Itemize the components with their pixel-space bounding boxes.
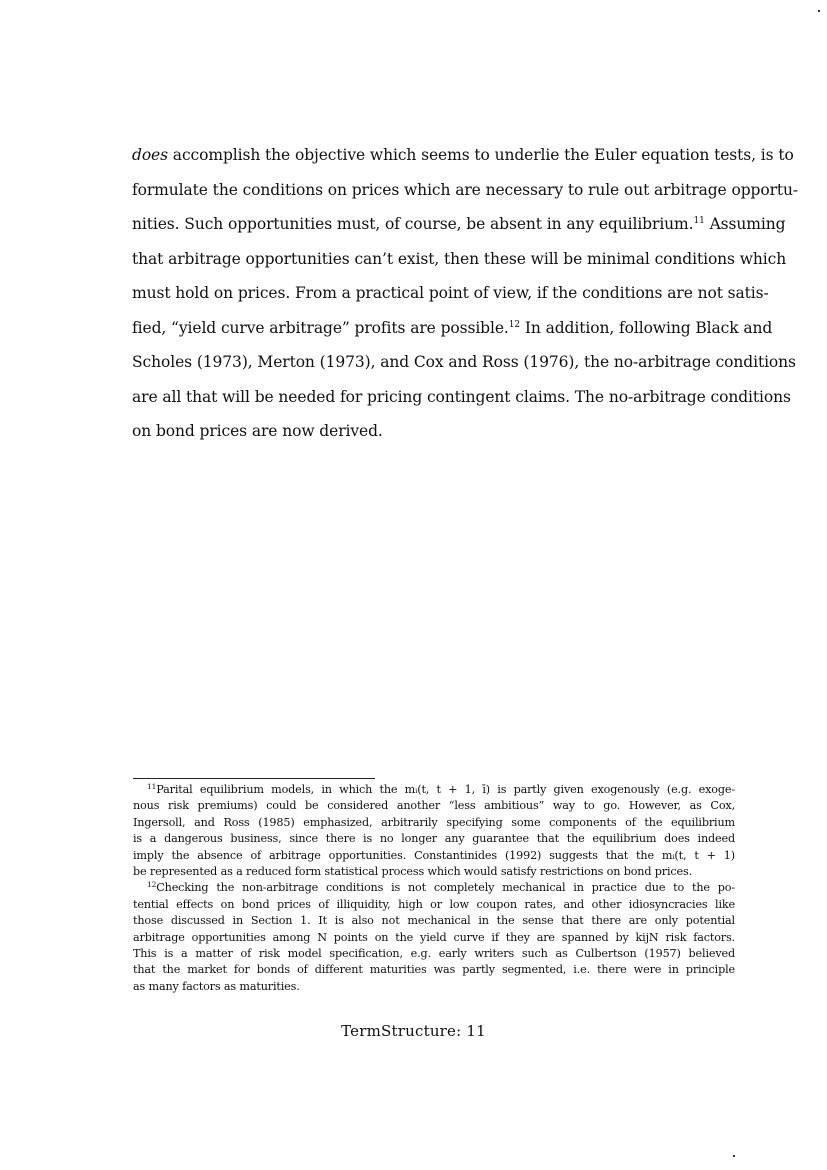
footnote-line: as many factors as maturities. <box>133 979 300 993</box>
body-line-text: nities. Such opportunities must, of course, be absent in any equilibrium. <box>132 215 694 233</box>
scan-speck <box>733 1155 735 1157</box>
footnote-line: those discussed in Section 1. It is also not mechanical in the sense that there are only potential <box>133 914 735 928</box>
body-line-text: In addition, following Black and <box>520 318 773 337</box>
footnote-line-text: Parital equilibrium models, in which the mᵢ(t, t + 1, ī) is partly given exogenously (e.g. exoge- <box>156 783 735 796</box>
body-line <box>132 178 799 213</box>
footnote-divider <box>133 778 375 779</box>
body-line-text: Scholes (1973), Merton (1973), and Cox and Ross (1976), the no-arbitrage conditions <box>132 353 796 371</box>
body-line-text: are all that will be needed for pricing contingent claims. The no-arbitrage conditions <box>132 387 791 406</box>
footnote-line: nous risk premiums) could be considered another “less ambitious” way to go. However, as Cox, <box>133 799 735 813</box>
body-line-text: fied, “yield curve arbitrage” profits are possible. <box>132 318 509 337</box>
body-line <box>132 247 787 282</box>
body-line <box>132 281 769 316</box>
body-line-text: must hold on prices. From a practical point of view, if the conditions are not satis- <box>132 284 769 302</box>
footnote-line: This is a matter of risk model specification, e.g. early writers such as Culbertson (1957) believed <box>133 946 735 960</box>
footnote-line: that the market for bonds of different maturities was partly segmented, i.e. there were in principle <box>133 963 735 977</box>
body-line-text: that arbitrage opportunities can’t exist, then these will be minimal conditions which <box>132 249 787 268</box>
body-line <box>132 385 791 420</box>
footnote-line: tential effects on bond prices of illiquidity, high or low coupon rates, and other idiosyncracies like <box>133 897 735 911</box>
body-line <box>132 212 786 247</box>
body-line <box>132 419 734 454</box>
footnotes-section <box>133 782 735 995</box>
page-footer-number: TermStructure: 11 <box>341 1022 486 1040</box>
footnote-ref-12[interactable]: 12 <box>508 319 521 330</box>
body-line-text: formulate the conditions on prices which are necessary to rule out arbitrage opportu- <box>132 180 799 199</box>
footnote-line <box>133 782 735 798</box>
footnote-line <box>133 880 735 896</box>
footnote-marker: 11 <box>147 782 157 791</box>
footnote-11 <box>133 782 735 880</box>
scan-speck <box>818 10 820 12</box>
body-line <box>132 350 796 385</box>
body-line-text: accomplish the objective which seems to underlie the Euler equation tests, is to <box>167 146 794 164</box>
body-line-text: Assuming <box>704 215 786 233</box>
footnote-line: Ingersoll, and Ross (1985) emphasized, arbitrarily specifying some components of the equilibrium <box>133 815 735 829</box>
footnote-ref-11[interactable]: 11 <box>693 216 705 226</box>
footnote-line: arbitrage opportunities among N points on the yield curve if they are spanned by kijN risk factors. <box>133 930 735 944</box>
footnote-line: be represented as a reduced form statistical process which would satisfy restrictions on bond prices. <box>133 864 692 878</box>
body-line <box>132 316 773 351</box>
body-line <box>132 143 794 178</box>
footnote-line: is a dangerous business, since there is no longer any guarantee that the equilibrium does indeed <box>133 832 735 846</box>
footnote-line: imply the absence of arbitrage opportunities. Constantinides (1992) suggests that the mᵢ(t, t + 1) <box>133 848 735 862</box>
footnote-12 <box>133 880 735 995</box>
footnote-marker: 12 <box>147 880 157 890</box>
body-line-text: on bond prices are now derived. <box>132 422 383 440</box>
body-paragraph <box>132 143 799 454</box>
footnote-line-text: Checking the non-arbitrage conditions is not completely mechanical in practice due to the po- <box>156 881 735 895</box>
italic-word: does <box>132 146 168 164</box>
